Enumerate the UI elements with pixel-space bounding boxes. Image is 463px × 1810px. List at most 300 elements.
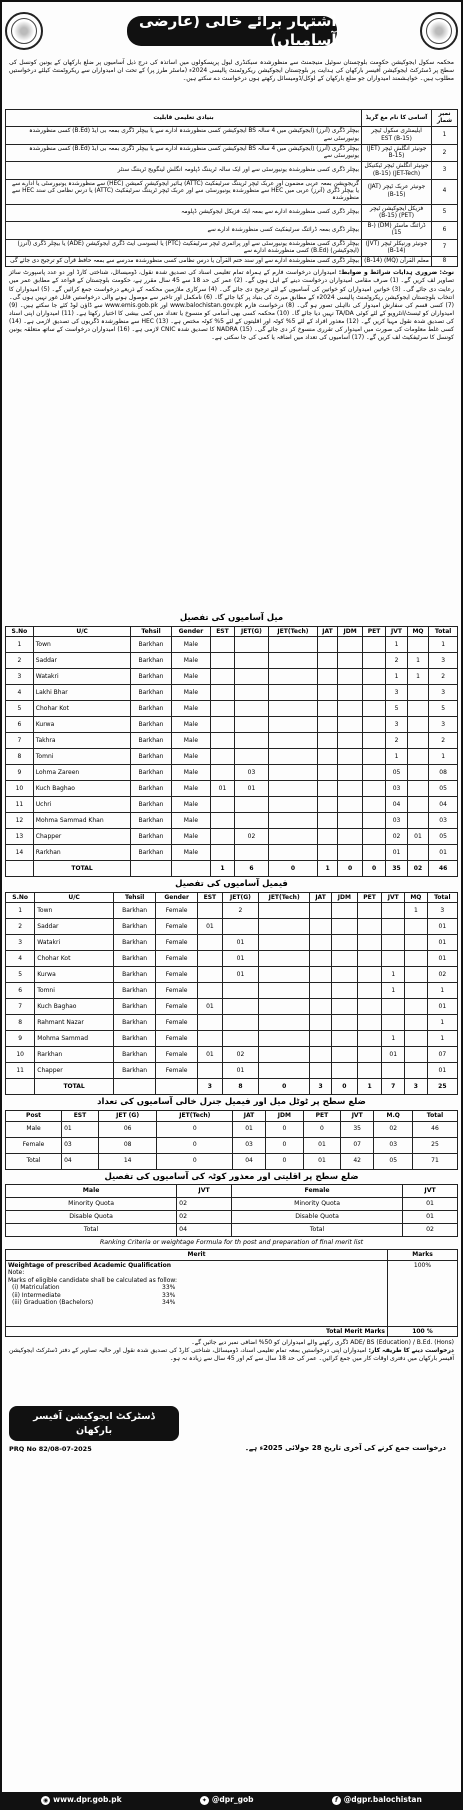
- table-cell: [259, 967, 310, 983]
- table-cell: [357, 999, 382, 1015]
- table-cell: [332, 1015, 358, 1031]
- formula-intro: Marks of eligible candidate shall be calculated as follow:: [8, 1276, 177, 1284]
- merit-item-value: 33%: [162, 1284, 176, 1292]
- total-cell: 1: [357, 1079, 382, 1095]
- table-cell: Male: [171, 797, 211, 813]
- table-cell: Female: [6, 1137, 62, 1153]
- table-row: [6, 1198, 458, 1211]
- table-cell: Male: [171, 765, 211, 781]
- table-cell: Barkhan: [131, 765, 171, 781]
- table-row: [6, 1015, 458, 1031]
- table-cell: [407, 765, 429, 781]
- table-cell: [332, 983, 358, 999]
- male_section-col-header: JDM: [338, 626, 362, 637]
- table-cell: 03: [386, 781, 407, 797]
- table-cell: [269, 669, 317, 685]
- table-cell: [198, 935, 223, 951]
- male_section-col-header: JAT: [317, 626, 338, 637]
- female_section-col-header: JAT: [310, 892, 332, 903]
- table-cell: 6: [6, 983, 35, 999]
- table-cell: [362, 749, 386, 765]
- table-cell: 0: [157, 1137, 233, 1153]
- table-cell: Barkhan: [131, 733, 171, 749]
- table-cell: Watakri: [33, 669, 131, 685]
- table-cell: 06: [98, 1121, 157, 1137]
- table-cell: [310, 983, 332, 999]
- table-cell: [338, 845, 362, 861]
- table-cell: [234, 701, 269, 717]
- table-cell: 11: [6, 1063, 35, 1079]
- table-cell: Barkhan: [131, 749, 171, 765]
- quota_section-col-header: Male: [6, 1185, 177, 1198]
- table-cell: [310, 919, 332, 935]
- table-cell: [332, 919, 358, 935]
- table-cell: [234, 733, 269, 749]
- table-cell: 07: [427, 1047, 457, 1063]
- table-cell: 01: [427, 951, 457, 967]
- total-cell: 3: [198, 1079, 223, 1095]
- total-cell: 46: [429, 861, 458, 877]
- table-cell: [222, 1031, 258, 1047]
- table-cell: 3: [427, 903, 457, 919]
- table-cell: [362, 669, 386, 685]
- table-cell: 35: [340, 1121, 374, 1137]
- merit-item: [8, 1284, 385, 1292]
- table-cell: [259, 1047, 310, 1063]
- male_section-col-header: JVT: [386, 626, 407, 637]
- table-cell: Barkhan: [131, 797, 171, 813]
- table-cell: [259, 1063, 310, 1079]
- table-cell: Barkhan: [113, 1015, 155, 1031]
- male_section-col-header: JET(G): [234, 626, 269, 637]
- table-cell: Female: [156, 1047, 198, 1063]
- table-cell: [310, 1031, 332, 1047]
- table-cell: 2: [386, 653, 407, 669]
- table-cell: 1: [427, 1015, 457, 1031]
- table-cell: [407, 813, 429, 829]
- table-row: [6, 685, 458, 701]
- table-cell: [407, 733, 429, 749]
- table-cell: 02: [177, 1198, 232, 1211]
- table-cell: 04: [429, 797, 458, 813]
- table-cell: [405, 999, 428, 1015]
- table-cell: [362, 845, 386, 861]
- table-cell: [211, 813, 234, 829]
- table-cell: [338, 701, 362, 717]
- post-row: [6, 127, 458, 144]
- footer-twitter-text: @dpr_gob: [211, 1795, 254, 1805]
- table-cell: 1: [386, 669, 407, 685]
- table-cell: 2: [386, 733, 407, 749]
- total-cell: [156, 1079, 198, 1095]
- table-row: [6, 797, 458, 813]
- table-cell: [357, 1047, 382, 1063]
- table-cell: [222, 983, 258, 999]
- table-cell: Barkhan: [131, 845, 171, 861]
- table-cell: 01: [234, 781, 269, 797]
- table-cell: [317, 845, 338, 861]
- table-cell: [382, 935, 405, 951]
- total-cell: 0: [332, 1079, 358, 1095]
- table-cell: 1: [427, 1031, 457, 1047]
- table-cell: [198, 1063, 223, 1079]
- table-cell: Disable Quota: [231, 1211, 402, 1224]
- table-cell: 03: [234, 765, 269, 781]
- table-cell: [317, 669, 338, 685]
- summary_section-col-header: M.Q: [374, 1111, 413, 1122]
- table-cell: Female: [156, 1015, 198, 1031]
- table-cell: [234, 685, 269, 701]
- posts-header-qualification: بنیادی تعلیمی قابلیت: [6, 110, 362, 127]
- table-cell: 5: [6, 701, 34, 717]
- table-cell: [357, 935, 382, 951]
- female-posts-table: [5, 892, 458, 1096]
- table-cell: [259, 903, 310, 919]
- table-cell: 05: [374, 1153, 413, 1169]
- table-row: [6, 813, 458, 829]
- table-cell: Barkhan: [131, 813, 171, 829]
- total-cell: TOTAL: [35, 1079, 114, 1095]
- table-cell: [317, 813, 338, 829]
- table-cell: [332, 967, 358, 983]
- table-cell: [211, 685, 234, 701]
- table-cell: Rarkhan: [33, 845, 131, 861]
- table-cell: [338, 669, 362, 685]
- table-cell: Total: [6, 1224, 177, 1237]
- table-cell: Saddar: [33, 653, 131, 669]
- post-qualification: بیچلر ڈگری کسی منظورشدہ یونیورسٹی سے اور ایک سالہ ٹریننگ ڈپلومہ انگلش لینگویج ٹریننگ سنٹر: [6, 162, 362, 179]
- table-cell: 3: [429, 685, 458, 701]
- table-cell: [310, 1047, 332, 1063]
- table-cell: 3: [6, 935, 35, 951]
- table-cell: 4: [6, 685, 34, 701]
- merit-col-header: Merit: [6, 1250, 388, 1261]
- table-cell: [338, 733, 362, 749]
- female_section-col-header: PET: [357, 892, 382, 903]
- office-signature-block: ڈسٹرکٹ ایجوکیشن آفیسر بارکھان: [9, 1406, 179, 1441]
- table-cell: [382, 951, 405, 967]
- female_section-col-header: EST: [198, 892, 223, 903]
- merit-table: [5, 1249, 458, 1337]
- table-row: [6, 845, 458, 861]
- table-cell: [405, 951, 428, 967]
- total-cell: TOTAL: [33, 861, 131, 877]
- total-cell: [6, 1079, 35, 1095]
- balochistan-seal-icon: [5, 12, 43, 50]
- male-section-title: میل آسامیوں کی تفصیل: [179, 613, 284, 624]
- table-cell: Tomni: [35, 983, 114, 999]
- merit-item-label: (ii) Intermediate: [12, 1291, 61, 1299]
- total-cell: [131, 861, 171, 877]
- note-label: Note:: [8, 1269, 25, 1277]
- table-row: [6, 733, 458, 749]
- table-cell: 01: [222, 935, 258, 951]
- table-cell: 3: [386, 685, 407, 701]
- footer-website[interactable]: [41, 1795, 121, 1804]
- table-cell: Barkhan: [131, 701, 171, 717]
- summary_section-col-header: PET: [303, 1111, 340, 1122]
- table-cell: Barkhan: [113, 967, 155, 983]
- table-cell: Chapper: [33, 829, 131, 845]
- table-cell: 1: [386, 749, 407, 765]
- table-cell: Barkhan: [113, 999, 155, 1015]
- table-cell: 08: [98, 1137, 157, 1153]
- post-name: معلم القرآن (MQ) (B-14): [362, 256, 432, 266]
- table-row: [6, 1224, 458, 1237]
- table-cell: [317, 797, 338, 813]
- table-cell: Kuch Baghao: [33, 781, 131, 797]
- summary-section-title: ضلع سطح پر ٹوٹل میل اور فیمیل جنرل خالی آسامیوں کی تعداد: [97, 1097, 366, 1108]
- table-cell: Male: [171, 669, 211, 685]
- total-cell: 0: [362, 861, 386, 877]
- post-row: [6, 222, 458, 239]
- apply-body: امیدواران اپنی درخواستیں بمعہ تمام تعلیمی اسناد، ڈومیسائل، شناختی کارڈ کی تصدیق شدہ نقول اور حالیہ تصاویر کے دفتر ڈسٹرکٹ ایجوکیشن آفیسر بارکھان میں دفتری اوقات کار میں جمع کرائیں۔ عمر کی حد 18 سال سے کم اور 45 سال سے زیادہ نہ ہو۔: [9, 1347, 454, 1363]
- post-name: فزیکل ایجوکیشن ٹیچر (PET) (B-15): [362, 204, 432, 221]
- table-row: [6, 1063, 458, 1079]
- total-cell: 8: [222, 1079, 258, 1095]
- table-cell: Barkhan: [131, 653, 171, 669]
- table-cell: Minority Quota: [6, 1198, 177, 1211]
- table-cell: Female: [156, 919, 198, 935]
- table-cell: [332, 935, 358, 951]
- table-cell: 1: [386, 637, 407, 653]
- total-cell: 0: [259, 1079, 310, 1095]
- post-name: جونیئر عربک ٹیچر (JAT) (B-15): [362, 179, 432, 204]
- male-posts-table: [5, 626, 458, 878]
- table-cell: [211, 829, 234, 845]
- education-department-seal-icon: [420, 12, 458, 50]
- table-cell: 2: [429, 733, 458, 749]
- table-row: [6, 1031, 458, 1047]
- table-cell: 01: [198, 999, 223, 1015]
- table-cell: [234, 749, 269, 765]
- table-cell: [317, 829, 338, 845]
- female_section-col-header: JET(Tech): [259, 892, 310, 903]
- table-cell: [338, 653, 362, 669]
- table-cell: [382, 999, 405, 1015]
- table-cell: Barkhan: [131, 637, 171, 653]
- table-cell: [269, 717, 317, 733]
- footer-facebook[interactable]: [332, 1795, 422, 1804]
- table-row: [6, 781, 458, 797]
- table-cell: Male: [171, 701, 211, 717]
- post-number: 2: [432, 144, 458, 161]
- ade-line: ADE/ BS (Education) / B.Ed. (Hons) ڈگری رکھنے والے امیدواران کو 50% اضافی نمبر دیے جائیں گے۔: [191, 1339, 454, 1347]
- table-cell: Kurwa: [33, 717, 131, 733]
- prq-number: PRQ No 82/08-07-2025: [9, 1444, 92, 1453]
- table-cell: Male: [6, 1121, 62, 1137]
- table-cell: 3: [6, 669, 34, 685]
- table-cell: 42: [340, 1153, 374, 1169]
- table-cell: 02: [403, 1224, 458, 1237]
- intro-paragraph: محکمہ سکول ایجوکیشن حکومت بلوچستان سوئیل منیجمنٹ سے منظورشدہ سیکنڈری لیول پریسکولوں میں اساتذہ کی درج ذیل آسامیوں پر ضلع بارکھان کے یونین کونسل کی سطح پر ڈسٹرکٹ ایجوکیشن آفیسر بارکھان کی ہدایت پر بلوچستان ایجوکیشن ریکروٹمنٹ پالیسی 2024ء (ماسٹر طرز پر) کے تحت ان امیدواران سے ریکروٹمنٹ کیلئے درخواستیں مطلوب ہیں۔ خواہشمند امیدواران جو ضلع بارکھان کے لوکل/ڈومیسائل رکھتے ہوں درخواست دے سکتے ہیں۔: [9, 59, 455, 83]
- table-cell: 01: [407, 829, 429, 845]
- table-cell: [405, 1015, 428, 1031]
- table-cell: Tomni: [33, 749, 131, 765]
- merit-item: [8, 1299, 385, 1307]
- female_section-col-header: MQ: [405, 892, 428, 903]
- post-number: 4: [432, 179, 458, 204]
- total-cell: 0: [269, 861, 317, 877]
- table-cell: [382, 919, 405, 935]
- weightage-label: Weightage of prescribed Academic Qualification: [8, 1261, 171, 1269]
- facebook-icon: f: [332, 1796, 341, 1805]
- table-cell: [269, 685, 317, 701]
- summary_section-col-header: EST: [62, 1111, 99, 1122]
- table-cell: Disable Quota: [6, 1211, 177, 1224]
- table-cell: Town: [35, 903, 114, 919]
- table-cell: [332, 1031, 358, 1047]
- merit-item-value: 34%: [162, 1299, 176, 1307]
- table-cell: [332, 1047, 358, 1063]
- total-cell: 25: [427, 1079, 457, 1095]
- table-cell: 7: [6, 999, 35, 1015]
- table-cell: 04: [233, 1153, 266, 1169]
- page-title: اشتہار برائے خالی (عارضی آسامیاں): [127, 16, 337, 46]
- footer-twitter[interactable]: [200, 1795, 254, 1804]
- table-cell: [211, 845, 234, 861]
- table-cell: Barkhan: [113, 919, 155, 935]
- table-cell: [332, 903, 358, 919]
- total-cell: 35: [386, 861, 407, 877]
- male_section-col-header: Gender: [171, 626, 211, 637]
- ranking-caption: Ranking Criteria or weightage Formula for th post and preparation of final merit list: [99, 1239, 364, 1247]
- post-qualification: بیچلر ڈگری (آنرز) (ایجوکیشن میں 4 سالہ BS ایجوکیشن کسی منظورشدہ ادارے سے یا بیچلر ڈگری بمعہ بی ایڈ (B.Ed) کسی منظورشدہ یونیورسٹی سے: [6, 144, 362, 161]
- table-row: [6, 701, 458, 717]
- table-cell: [211, 733, 234, 749]
- table-cell: Barkhan: [113, 1047, 155, 1063]
- summary_section-col-header: Post: [6, 1111, 62, 1122]
- female_section-col-header: JVT: [382, 892, 405, 903]
- table-row: [6, 967, 458, 983]
- table-cell: [338, 813, 362, 829]
- table-cell: 01: [233, 1121, 266, 1137]
- table-cell: Chapper: [35, 1063, 114, 1079]
- table-cell: 0: [265, 1153, 303, 1169]
- table-cell: [332, 999, 358, 1015]
- table-cell: 1: [6, 637, 34, 653]
- table-cell: Male: [171, 717, 211, 733]
- table-cell: [405, 935, 428, 951]
- total-cell: 02: [407, 861, 429, 877]
- table-cell: Male: [171, 749, 211, 765]
- header: [5, 5, 458, 57]
- table-cell: Barkhan: [113, 1031, 155, 1047]
- table-cell: [310, 903, 332, 919]
- table-cell: Female: [156, 951, 198, 967]
- table-cell: [310, 935, 332, 951]
- table-row: [6, 983, 458, 999]
- table-row: [6, 935, 458, 951]
- post-number: 6: [432, 222, 458, 239]
- male_section-col-header: EST: [211, 626, 234, 637]
- table-row: [6, 749, 458, 765]
- table-cell: 25: [412, 1137, 457, 1153]
- table-cell: Takhra: [33, 733, 131, 749]
- table-cell: [362, 797, 386, 813]
- total-cell: [113, 1079, 155, 1095]
- table-cell: Male: [171, 813, 211, 829]
- table-row: [6, 653, 458, 669]
- total-merit-value: 100 %: [388, 1326, 458, 1337]
- table-cell: [407, 749, 429, 765]
- table-cell: [338, 781, 362, 797]
- total-row: [6, 861, 458, 877]
- table-cell: 1: [382, 967, 405, 983]
- table-cell: 01: [62, 1121, 99, 1137]
- table-cell: Barkhan: [131, 781, 171, 797]
- table-cell: 8: [6, 749, 34, 765]
- table-cell: Lohma Zareen: [33, 765, 131, 781]
- summary-table: [5, 1110, 458, 1170]
- table-cell: [357, 967, 382, 983]
- table-cell: [259, 951, 310, 967]
- table-cell: 03: [374, 1137, 413, 1153]
- table-cell: Kurwa: [35, 967, 114, 983]
- total-cell: [171, 861, 211, 877]
- table-cell: 5: [6, 967, 35, 983]
- footer-bar: [2, 1792, 461, 1808]
- table-cell: [407, 717, 429, 733]
- table-cell: 1: [429, 749, 458, 765]
- table-cell: [269, 765, 317, 781]
- table-row: [6, 1137, 458, 1153]
- table-cell: 14: [98, 1153, 157, 1169]
- table-cell: [198, 967, 223, 983]
- table-cell: Barkhan: [131, 717, 171, 733]
- table-cell: [259, 935, 310, 951]
- total-cell: 1: [317, 861, 338, 877]
- table-cell: 1: [405, 903, 428, 919]
- table-cell: 1: [429, 637, 458, 653]
- table-cell: [211, 717, 234, 733]
- table-row: [6, 717, 458, 733]
- table-cell: [338, 749, 362, 765]
- table-cell: 01: [198, 1047, 223, 1063]
- table-cell: 1: [382, 1031, 405, 1047]
- post-qualification: بیچلر ڈگری کسی منظورشدہ یونیورسٹی سے اور پرائمری ٹیچر سرٹیفکیٹ (PTC) یا ایسوسی ایٹ ڈگری ایجوکیشن (ADE) یا بیچلر ڈگری (آنرز) (ایجوکیشن) (B.Ed) کسی منظورشدہ ادارے سے: [6, 239, 362, 256]
- table-cell: [357, 1031, 382, 1047]
- table-cell: [405, 1031, 428, 1047]
- summary_section-col-header: JET(Tech): [157, 1111, 233, 1122]
- table-cell: [211, 797, 234, 813]
- table-cell: 1: [407, 653, 429, 669]
- post-qualification: بیچلر ڈگری (آنرز) (ایجوکیشن میں 4 سالہ BS ایجوکیشن کسی منظورشدہ ادارے سے یا بیچلر ڈگری بمعہ بی ایڈ (B.Ed) کسی منظورشدہ یونیورسٹی سے: [6, 127, 362, 144]
- table-cell: Mohma Sammad: [35, 1031, 114, 1047]
- table-cell: [211, 765, 234, 781]
- table-cell: [259, 999, 310, 1015]
- table-cell: Lakhi Bhar: [33, 685, 131, 701]
- table-cell: [317, 653, 338, 669]
- female_section-col-header: S.No: [6, 892, 35, 903]
- male_section-col-header: PET: [362, 626, 386, 637]
- table-cell: [338, 765, 362, 781]
- table-cell: [407, 781, 429, 797]
- table-cell: Male: [171, 653, 211, 669]
- table-cell: 05: [429, 781, 458, 797]
- table-cell: Minority Quota: [231, 1198, 402, 1211]
- table-cell: [362, 733, 386, 749]
- notes-subheading: ضروری ہدایات شرائط و ضوابط:: [338, 269, 438, 277]
- post-qualification: بیچلر ڈگری کسی منظورشدہ ادارے سے بمعہ ایک فزیکل ایجوکیشن ڈپلومہ: [6, 204, 362, 221]
- table-cell: [317, 733, 338, 749]
- post-qualification: بیچلر ڈگری بمعہ ڈرائنگ سرٹیفکیٹ کسی منظورشدہ ادارے سے: [6, 222, 362, 239]
- table-cell: [211, 749, 234, 765]
- table-cell: [234, 669, 269, 685]
- table-cell: [407, 685, 429, 701]
- table-cell: 13: [6, 829, 34, 845]
- notes-body: امیدواران درخواست فارم کے ہمراہ تمام تعلیمی اسناد کی تصدیق شدہ نقول، ڈومیسائل، شناختی کارڈ اور دو عدد پاسپورٹ سائز تصاویر لف کریں گے۔ (1) صرف مقامی امیدواران درخواست دینے کے اہل ہوں گے۔ (2) عمر کی حد 18 سے 45 سال مقرر ہے، حکومت بلوچستان کے قواعد کے مطابق عمر میں رعایت دی جائے گی۔ (3) خواتین امیدواران کو خواتین کی آسامیوں کے لئے ترجیح دی جائے گی۔ (4) سرکاری ملازمین محکمہ کے ذریعے درخواست جمع کرائیں گے۔ (5) امیدواران کا انتخاب بلوچستان ایجوکیشن ریکروٹمنٹ پالیسی 2024ء کے مطابق میرٹ کی بنیاد پر کیا جائے گا۔ (6) نامکمل اور تاخیر سے موصول ہونے والی درخواستیں قابل غور نہیں ہوں گی۔ (7) کسی قسم کی سفارش امیدوار کی نااہلی تصور ہو گی۔ (8) درخواست فارم www.balochistan.gov.pk اور www.emis.gob.pk سے ڈاؤن لوڈ کئے جا سکتے ہیں۔ (9) امیدواران کو ٹیسٹ/انٹرویو کے لئے کوئی TA/DA نہیں دیا جائے گا۔ (10) محکمہ کسی بھی آسامی کو منسوخ یا تعداد میں کمی بیشی کا اختیار رکھتا ہے۔ (11) امیدواران اپنی اسناد کی تصدیق شدہ نقول مہیا کریں گے۔ (12) معذور افراد کے لئے 5% کوٹہ اور اقلیتوں کے لئے 5% کوٹہ مختص ہے۔ (13) HEC سے منظورشدہ ڈگریوں کی تصدیق لازمی ہے۔ (14) کسی غلط معلومات کی صورت میں امیدوار کی تقرری منسوخ کر دی جائے گی۔ (15) NADRA کا تصدیق شدہ CNIC لازمی ہے۔ (16) امیدواران درخواست کے ساتھ متعلقہ یونین کونسل کا سرٹیفکیٹ لف کریں گے۔ (17) آسامیوں کی تعداد میں اضافہ یا کمی کی جا سکتی ہے۔: [9, 269, 455, 342]
